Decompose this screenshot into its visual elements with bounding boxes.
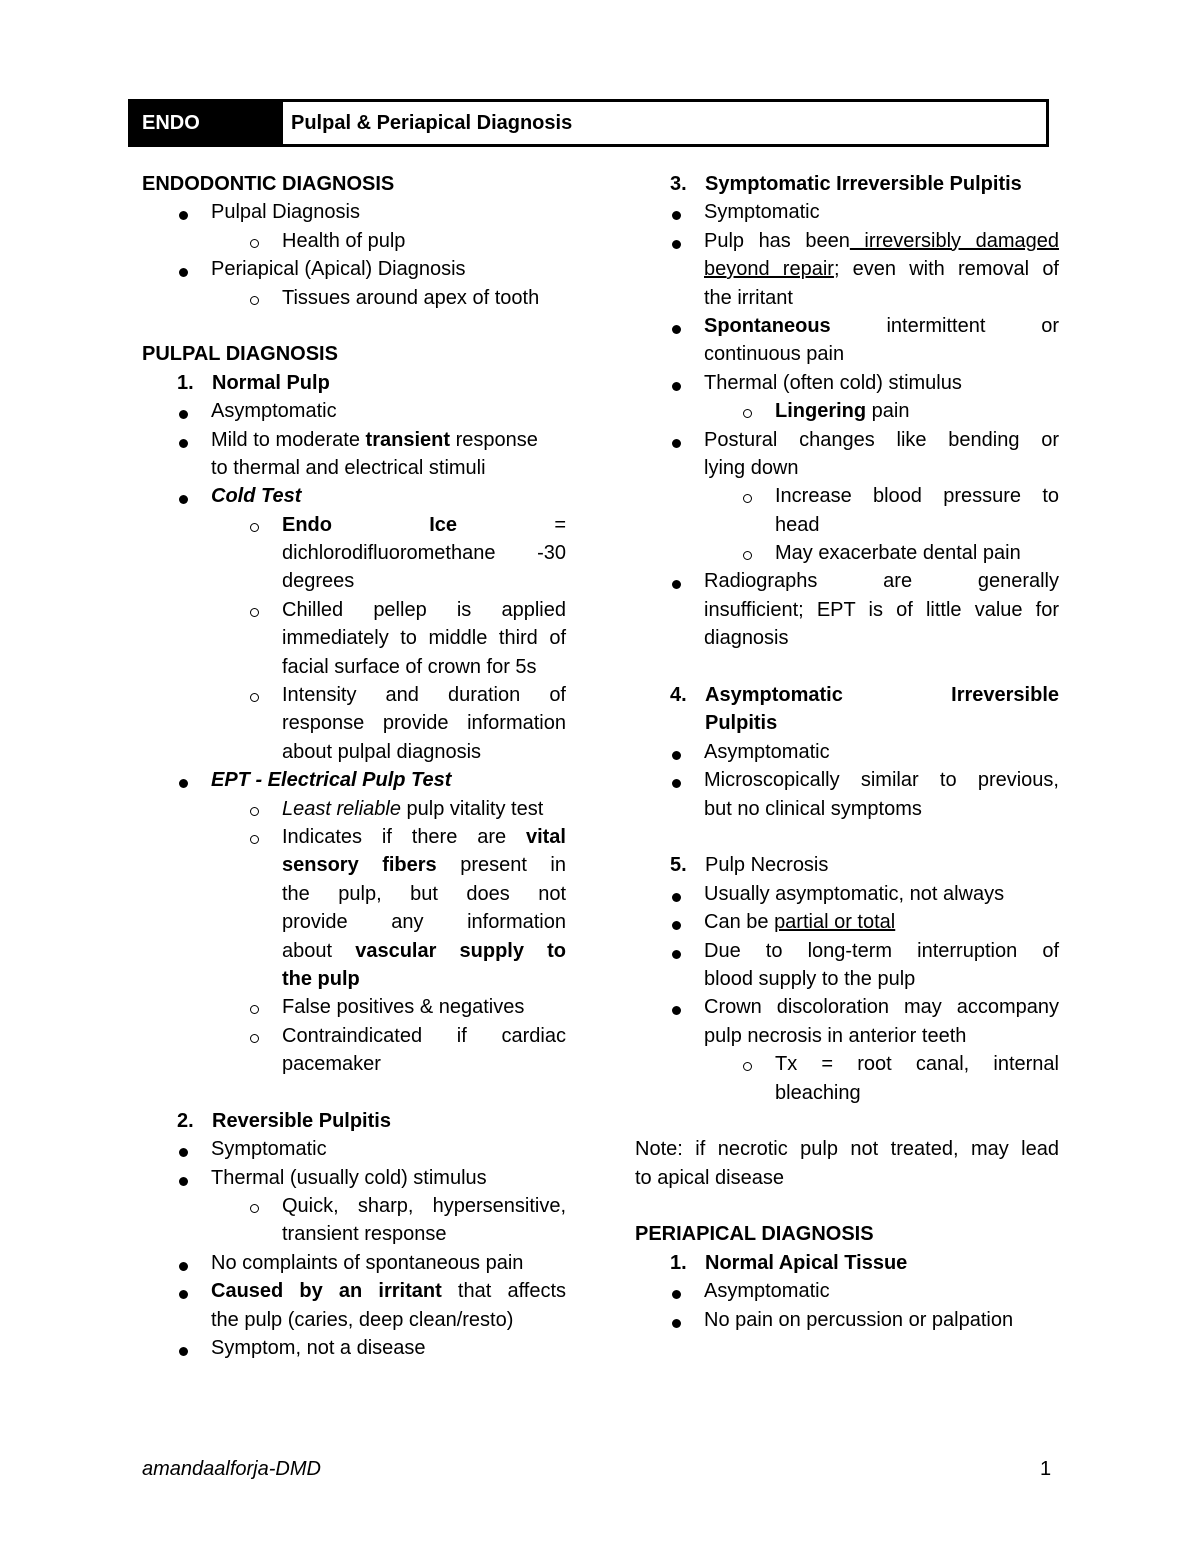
list-item: EPT - Electrical Pulp Test — [142, 766, 566, 794]
bullet-icon — [672, 325, 681, 334]
list-item-cont: insufficient; EPT is of little value for — [704, 598, 1059, 621]
circle-bullet-icon — [250, 296, 259, 305]
list-item: Symptom, not a disease — [142, 1334, 566, 1362]
list-item-cont: dichlorodifluoromethane -30 — [282, 542, 566, 565]
circle-bullet-icon — [250, 608, 259, 617]
left-column — [142, 170, 566, 1362]
list-item: Quick, sharp, hypersensitive, — [142, 1192, 566, 1220]
bullet-icon — [179, 268, 188, 277]
circle-bullet-icon — [250, 1005, 259, 1014]
list-item: No complaints of spontaneous pain — [142, 1249, 566, 1277]
bullet-icon — [672, 751, 681, 760]
list-item: Postural changes like bending or — [635, 426, 1059, 454]
list-item: Chilled pellep is applied — [142, 596, 566, 624]
doc-title: Pulpal & Periapical Diagnosis — [291, 111, 573, 134]
list-item: May exacerbate dental pain — [635, 539, 1059, 567]
list-item: Tx = root canal, internal — [635, 1050, 1059, 1078]
bullet-icon — [672, 893, 681, 902]
numbered-heading: 1. Normal Pulp — [177, 371, 330, 394]
list-item: Pulpal Diagnosis — [142, 198, 566, 226]
list-item-cont: about pulpal diagnosis — [282, 740, 482, 763]
list-item: Least reliable pulp vitality test — [142, 795, 566, 823]
bullet-icon — [179, 1177, 188, 1186]
list-item: Crown discoloration may accompany — [635, 993, 1059, 1021]
bullet-icon — [179, 1262, 188, 1271]
list-item-cont: to thermal and electrical stimuli — [211, 456, 486, 479]
list-item-cont: blood supply to the pulp — [704, 967, 916, 990]
numbered-heading: 1. Normal Apical Tissue — [670, 1251, 908, 1274]
list-item: Usually asymptomatic, not always — [635, 880, 1059, 908]
circle-bullet-icon — [743, 494, 752, 503]
numbered-heading-cont: Pulpitis — [705, 712, 778, 735]
list-item-cont: about vascular supply to — [282, 939, 566, 962]
bullet-icon — [672, 1290, 681, 1299]
footer-author: amandaalforja-DMD — [142, 1458, 321, 1480]
list-item-cont: bleaching — [775, 1081, 861, 1104]
page-number: 1 — [1040, 1458, 1052, 1480]
list-item-cont: provide any information — [282, 911, 566, 934]
circle-bullet-icon — [250, 523, 259, 532]
bullet-icon — [179, 1347, 188, 1356]
list-item: Pulp has been irreversibly damaged — [635, 227, 1059, 255]
list-item-cont: degrees — [282, 570, 355, 593]
bullet-icon — [672, 1319, 681, 1328]
subject-tag: ENDO — [131, 102, 283, 144]
list-item: Can be partial or total — [635, 908, 1059, 936]
list-item-cont: pulp necrosis in anterior teeth — [704, 1024, 967, 1047]
list-item: Thermal (often cold) stimulus — [635, 369, 1059, 397]
list-item: False positives & negatives — [142, 993, 566, 1021]
circle-bullet-icon — [743, 1062, 752, 1071]
list-item: Caused by an irritant that affects — [142, 1277, 566, 1305]
numbered-heading: 5. Pulp Necrosis — [670, 854, 829, 877]
doc-header — [128, 99, 1049, 147]
circle-bullet-icon — [250, 693, 259, 702]
circle-bullet-icon — [743, 409, 752, 418]
list-item-cont: pacemaker — [282, 1053, 381, 1076]
circle-bullet-icon — [250, 835, 259, 844]
list-item: Asymptomatic — [635, 1277, 1059, 1305]
list-item-cont: head — [775, 513, 820, 536]
list-item: Contraindicated if cardiac — [142, 1022, 566, 1050]
bullet-icon — [672, 382, 681, 391]
bullet-icon — [179, 1148, 188, 1157]
section-heading: PULPAL DIAGNOSIS — [142, 343, 338, 366]
bullet-icon — [672, 950, 681, 959]
list-item: Increase blood pressure to — [635, 482, 1059, 510]
list-item-cont: continuous pain — [704, 343, 845, 366]
list-item: Periapical (Apical) Diagnosis — [142, 255, 566, 283]
list-item: Microscopically similar to previous, — [635, 766, 1059, 794]
section-heading: PERIAPICAL DIAGNOSIS — [635, 1223, 874, 1246]
list-item: Asymptomatic — [635, 738, 1059, 766]
list-item: Tissues around apex of tooth — [142, 284, 566, 312]
section-heading: ENDODONTIC DIAGNOSIS — [142, 173, 395, 195]
list-item-cont: immediately to middle third of — [282, 627, 566, 650]
numbered-heading: 2. Reversible Pulpitis — [177, 1109, 391, 1132]
bullet-icon — [672, 580, 681, 589]
list-item: Endo Ice = — [142, 511, 566, 539]
bullet-icon — [179, 439, 188, 448]
list-item-cont: diagnosis — [704, 627, 789, 650]
bullet-icon — [672, 211, 681, 220]
list-item-cont: lying down — [704, 456, 799, 479]
list-item: Symptomatic — [142, 1135, 566, 1163]
bullet-icon — [672, 1006, 681, 1015]
note-text: Note: if necrotic pulp not treated, may lead — [635, 1138, 1059, 1161]
list-item-cont: the irritant — [704, 286, 793, 309]
bullet-icon — [179, 211, 188, 220]
list-item: Indicates if there are vital — [142, 823, 566, 851]
list-item: Lingering pain — [635, 397, 1059, 425]
list-item: Mild to moderate transient response — [142, 426, 566, 454]
list-item-cont: transient response — [282, 1223, 447, 1246]
list-item-cont: the pulp (caries, deep clean/resto) — [211, 1308, 514, 1331]
list-item-cont: beyond repair; even with removal of — [704, 258, 1059, 281]
circle-bullet-icon — [250, 239, 259, 248]
list-item: Radiographs are generally — [635, 567, 1059, 595]
circle-bullet-icon — [250, 807, 259, 816]
note-text-cont: to apical disease — [635, 1166, 784, 1189]
list-item: Thermal (usually cold) stimulus — [142, 1164, 566, 1192]
list-item-cont: the pulp — [282, 967, 360, 990]
circle-bullet-icon — [250, 1034, 259, 1043]
list-item-cont: facial surface of crown for 5s — [282, 655, 537, 678]
bullet-icon — [179, 495, 188, 504]
bullet-icon — [672, 921, 681, 930]
list-item: Spontaneous intermittent or — [635, 312, 1059, 340]
circle-bullet-icon — [743, 551, 752, 560]
numbered-heading: 4. Asymptomatic Irreversible — [670, 684, 1059, 707]
list-item: Health of pulp — [142, 227, 566, 255]
bullet-icon — [179, 1290, 188, 1299]
list-item-cont: but no clinical symptoms — [704, 797, 922, 820]
right-column — [635, 170, 1059, 1334]
list-item-cont: the pulp, but does not — [282, 882, 566, 905]
list-item: Symptomatic — [635, 198, 1059, 226]
list-item-cont: sensory fibers present in — [282, 854, 566, 877]
list-item: Cold Test — [142, 482, 566, 510]
bullet-icon — [672, 779, 681, 788]
circle-bullet-icon — [250, 1204, 259, 1213]
list-item-cont: response provide information — [282, 712, 566, 735]
list-item: No pain on percussion or palpation — [635, 1306, 1059, 1334]
list-item: Due to long-term interruption of — [635, 937, 1059, 965]
list-item: Asymptomatic — [142, 397, 566, 425]
bullet-icon — [672, 439, 681, 448]
bullet-icon — [672, 240, 681, 249]
list-item: Intensity and duration of — [142, 681, 566, 709]
numbered-heading: 3. Symptomatic Irreversible Pulpitis — [670, 173, 1022, 195]
bullet-icon — [179, 410, 188, 419]
bullet-icon — [179, 779, 188, 788]
